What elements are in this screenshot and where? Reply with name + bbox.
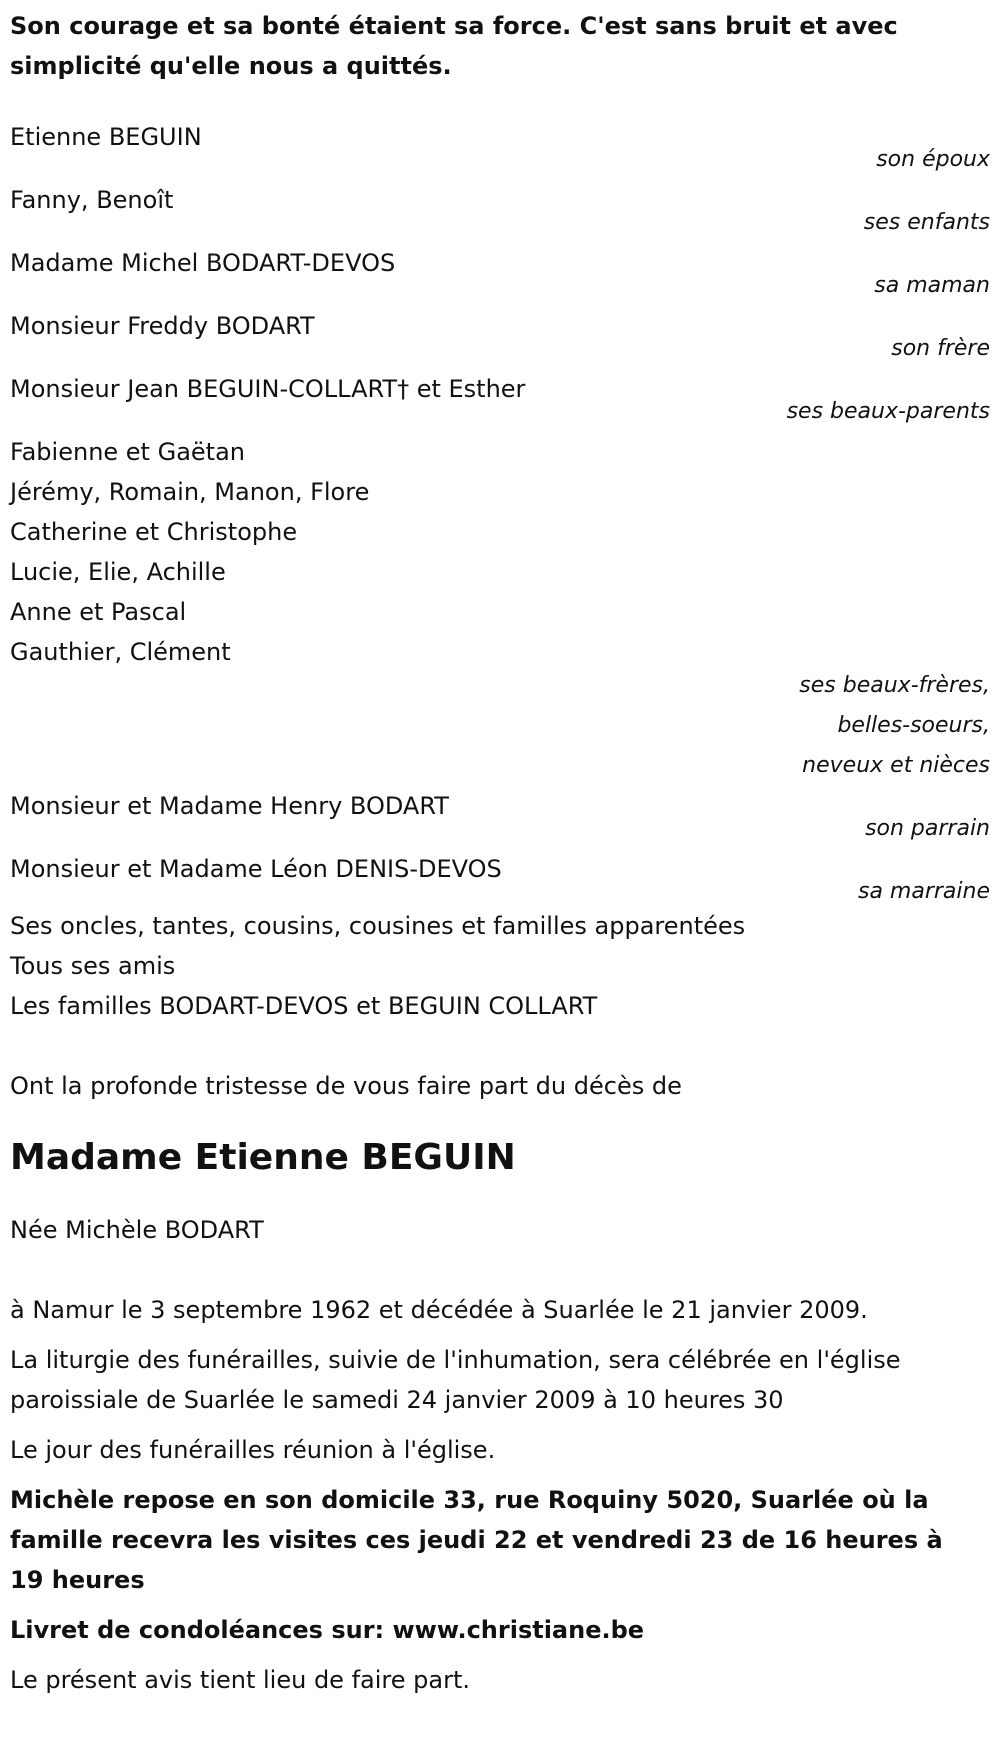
in-laws-role: belles-soeurs, (837, 713, 990, 738)
liturgy-text: La liturgie des funérailles, suivie de l'inhumation, sera célébrée en l'église paroissiale de Suarlée le samedi 24 janvier 2009 à 10 heures 30 (10, 1346, 901, 1414)
family-name: Fanny, Benoît (10, 186, 174, 214)
godparent-role: son parrain (865, 816, 990, 841)
family-entry (10, 306, 990, 369)
family-name: Madame Michel BODART-DEVOS (10, 249, 396, 277)
family-entry (10, 243, 990, 306)
family-name: Etienne BEGUIN (10, 123, 202, 151)
family-entry (10, 180, 990, 243)
family-role: son époux (876, 147, 990, 172)
in-laws-name: Anne et Pascal (10, 598, 187, 626)
maiden-name: Née Michèle BODART (10, 1216, 264, 1244)
godparent-name: Monsieur et Madame Henry BODART (10, 792, 449, 820)
others-line: Ses oncles, tantes, cousins, cousines et familles apparentées (10, 912, 746, 940)
in-laws-name: Gauthier, Clément (10, 638, 231, 666)
in-laws-name: Fabienne et Gaëtan (10, 438, 245, 466)
deceased-name: Madame Etienne BEGUIN (10, 1137, 516, 1178)
family-entry (10, 369, 990, 432)
announcement-text: Ont la profonde tristesse de vous faire part du décès de (10, 1072, 682, 1100)
family-name: Monsieur Jean BEGUIN-COLLART† et Esther (10, 375, 526, 403)
family-entry (10, 117, 990, 180)
in-laws-name: Lucie, Elie, Achille (10, 558, 226, 586)
visits-text: Michèle repose en son domicile 33, rue Roquiny 5020, Suarlée où la famille recevra les visites ces jeudi 22 et vendredi 23 de 16 heures à 19 heures (10, 1486, 943, 1594)
intro-text: Son courage et sa bonté étaient sa force. C'est sans bruit et avec simplicité qu'elle nous a quittés. (10, 12, 898, 80)
family-name: Monsieur Freddy BODART (10, 312, 315, 340)
family-role: ses beaux-parents (786, 399, 990, 424)
godparent-role: sa marraine (857, 879, 990, 904)
in-laws-role: neveux et nièces (802, 753, 990, 778)
in-laws-name: Jérémy, Romain, Manon, Flore (10, 478, 370, 506)
others-block (10, 906, 990, 1026)
family-role: sa maman (874, 273, 990, 298)
meeting-text: Le jour des funérailles réunion à l'église. (10, 1436, 496, 1464)
family-role: son frère (891, 336, 990, 361)
in-laws-block (10, 432, 990, 786)
others-line: Les familles BODART-DEVOS et BEGUIN COLLART (10, 992, 598, 1020)
godparent-entry (10, 786, 990, 849)
in-laws-name: Catherine et Christophe (10, 518, 298, 546)
closing-text: Le présent avis tient lieu de faire part. (10, 1666, 470, 1694)
family-role: ses enfants (863, 210, 990, 235)
in-laws-role: ses beaux-frères, (799, 673, 990, 698)
birth-death-dates: à Namur le 3 septembre 1962 et décédée à Suarlée le 21 janvier 2009. (10, 1296, 868, 1324)
godparent-entry (10, 849, 990, 912)
others-line: Tous ses amis (10, 952, 176, 980)
godparent-name: Monsieur et Madame Léon DENIS-DEVOS (10, 855, 502, 883)
condolences-text: Livret de condoléances sur: www.christiane.be (10, 1616, 645, 1644)
